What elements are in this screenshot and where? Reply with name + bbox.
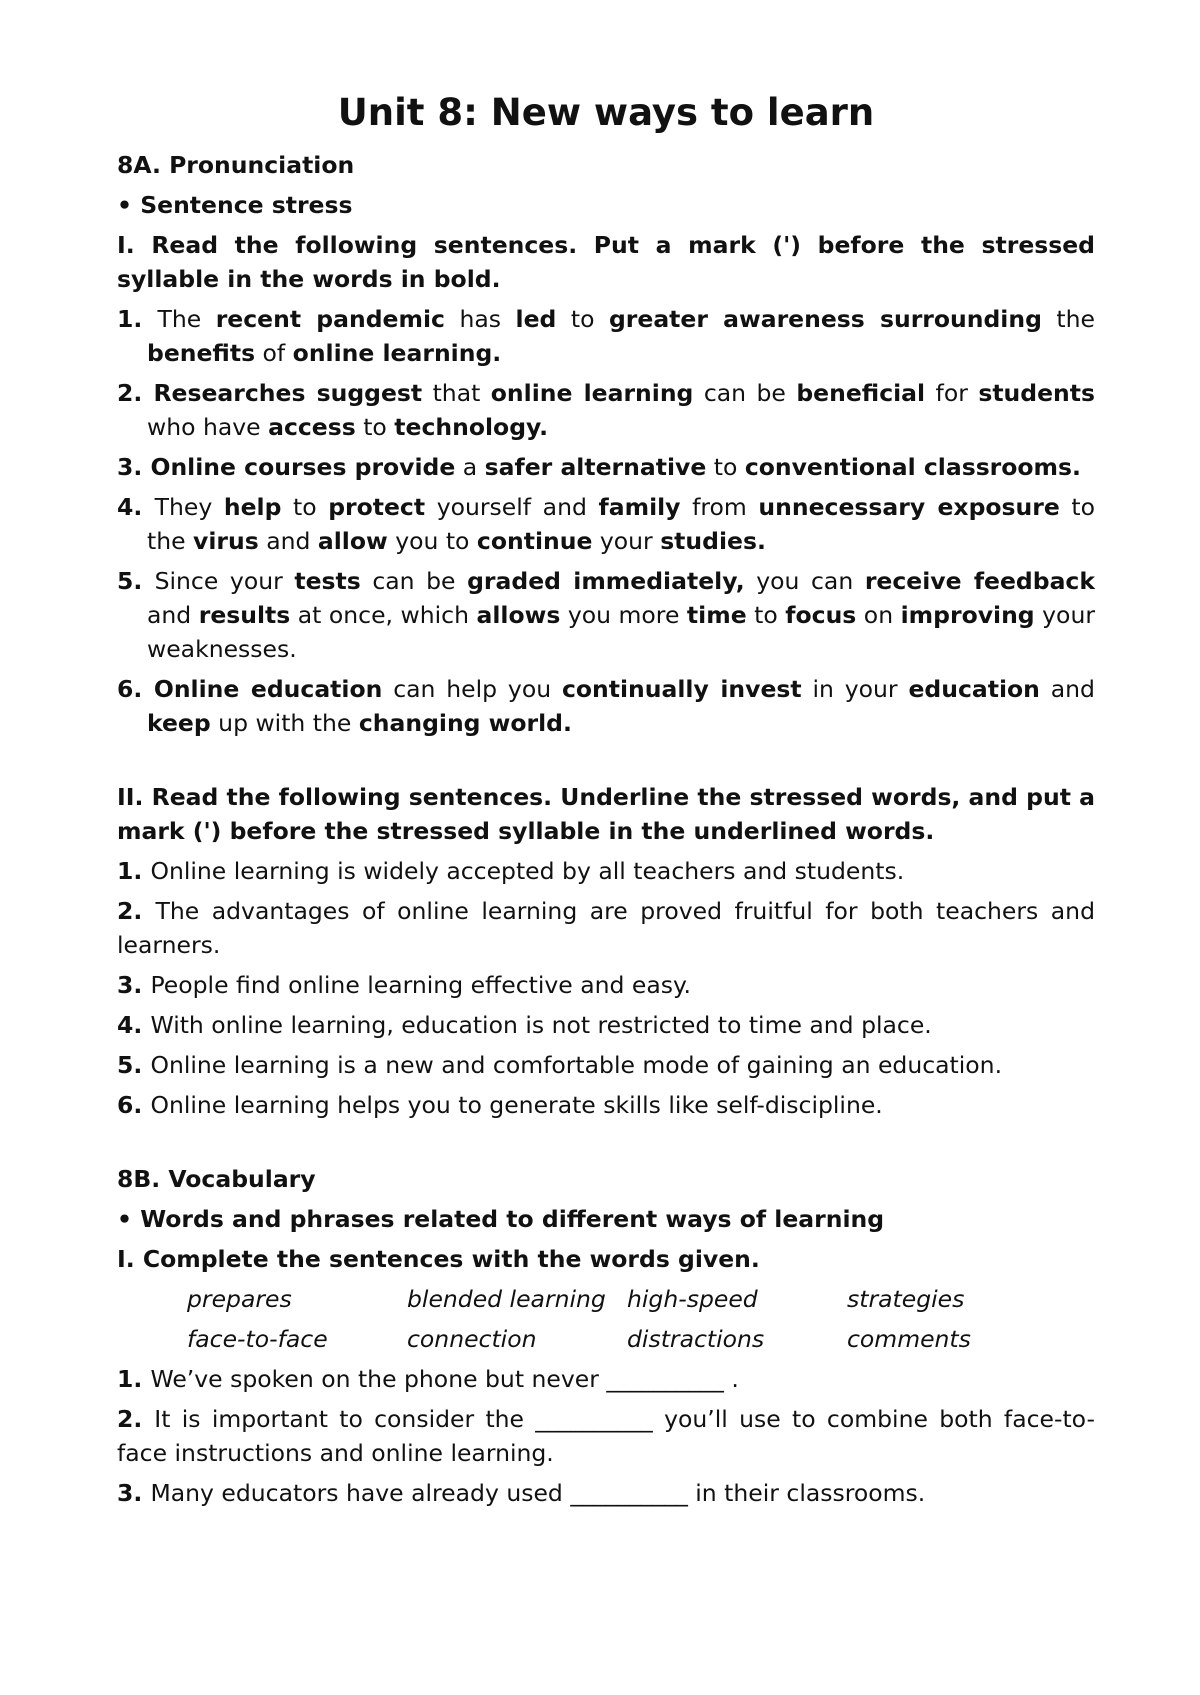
- section-a-subheading: • Sentence stress: [117, 191, 353, 219]
- bold-word: conventional classrooms.: [744, 453, 1081, 481]
- a2-sentence-5: [117, 1048, 1095, 1082]
- bold-word: beneficial: [796, 379, 926, 407]
- sentence-text: The advantages of online learning are proved fruitful for both teachers and learners.: [117, 897, 1095, 959]
- plain-text: you can: [744, 567, 865, 595]
- plain-text: Since your: [154, 567, 295, 595]
- plain-text: has: [444, 305, 516, 333]
- bold-word: results: [198, 601, 291, 629]
- bold-word: time: [686, 601, 747, 629]
- a1-sentence-5: [117, 564, 1095, 666]
- bold-word: led: [515, 305, 557, 333]
- plain-text: you to: [387, 527, 477, 555]
- word-bank-entry: strategies: [847, 1285, 965, 1313]
- plain-text: They: [154, 493, 224, 521]
- plain-text: to the: [147, 493, 1095, 555]
- word-bank: [117, 1282, 1095, 1356]
- item-number: 6.: [117, 1091, 151, 1119]
- sentence-text: We’ve spoken on the phone but never __________ .: [150, 1365, 739, 1393]
- bold-word: online learning.: [292, 339, 502, 367]
- bold-word: family: [598, 493, 681, 521]
- bold-word: tests: [294, 567, 361, 595]
- bold-word: allow: [317, 527, 388, 555]
- bold-word: graded immediately,: [467, 567, 745, 595]
- word-bank-entry: prepares: [187, 1285, 292, 1313]
- bold-word: protect: [328, 493, 426, 521]
- section-a-heading: 8A. Pronunciation: [117, 151, 355, 179]
- bold-word: receive feedback: [864, 567, 1095, 595]
- item-number: 2.: [117, 379, 154, 407]
- a2-sentence-4: [117, 1008, 1095, 1042]
- item-number: 3.: [117, 971, 151, 999]
- bold-word: continually invest: [561, 675, 802, 703]
- spacer: [117, 746, 1095, 780]
- exercise-a2-list: [117, 854, 1095, 1122]
- plain-text: and: [147, 601, 199, 629]
- bold-word: technology.: [394, 413, 549, 441]
- bold-word: safer alternative: [484, 453, 707, 481]
- sentence-text: Online learning is widely accepted by all teachers and students.: [150, 857, 905, 885]
- spacer: [117, 1128, 1095, 1162]
- plain-text: to: [355, 413, 395, 441]
- item-number: 2.: [117, 897, 156, 925]
- plain-text: to: [706, 453, 745, 481]
- plain-text: on: [856, 601, 901, 629]
- word-bank-entry: comments: [847, 1325, 971, 1353]
- b1-sentence-3: [117, 1476, 1095, 1510]
- plain-text: and: [258, 527, 318, 555]
- word-bank-entry: high-speed: [627, 1285, 758, 1313]
- plain-text: to: [746, 601, 786, 629]
- sentence-text: Online learning is a new and comfortable mode of gaining an education.: [150, 1051, 1003, 1079]
- plain-text: who have: [147, 413, 269, 441]
- a2-sentence-3: [117, 968, 1095, 1002]
- plain-text: up with the: [210, 709, 359, 737]
- item-number: 4.: [117, 493, 155, 521]
- plain-text: from: [680, 493, 759, 521]
- a1-sentence-3: [117, 450, 1095, 484]
- bold-word: greater awareness surrounding: [608, 305, 1042, 333]
- plain-text: a: [455, 453, 485, 481]
- item-number: 1.: [117, 1365, 151, 1393]
- plain-text: can be: [693, 379, 797, 407]
- item-number: 2.: [117, 1405, 155, 1433]
- word-bank-entry: face-to-face: [187, 1325, 328, 1353]
- plain-text: at once, which: [290, 601, 477, 629]
- bold-word: help: [223, 493, 282, 521]
- bold-word: Researches suggest: [153, 379, 423, 407]
- exercise-b1-instruction: I. Complete the sentences with the words given.: [117, 1245, 760, 1273]
- a2-sentence-6: [117, 1088, 1095, 1122]
- bold-word: virus: [193, 527, 259, 555]
- section-b-heading: 8B. Vocabulary: [117, 1165, 316, 1193]
- bold-word: studies.: [660, 527, 766, 555]
- exercise-a1-list: [117, 302, 1095, 740]
- bold-word: allows: [476, 601, 561, 629]
- a1-sentence-6: [117, 672, 1095, 740]
- exercise-a2-instruction: II. Read the following sentences. Underline the stressed words, and put a mark (') before the stressed syllable in the underlined words.: [117, 783, 1095, 845]
- item-number: 5.: [117, 1051, 151, 1079]
- plain-text: The: [157, 305, 216, 333]
- bold-word: improving: [900, 601, 1035, 629]
- plain-text: in your: [801, 675, 909, 703]
- plain-text: to: [281, 493, 329, 521]
- sentence-text: Online learning helps you to generate skills like self-discipline.: [150, 1091, 883, 1119]
- bold-word: unnecessary exposure: [758, 493, 1060, 521]
- bold-word: changing world.: [358, 709, 572, 737]
- item-number: 5.: [117, 567, 155, 595]
- sentence-text: People find online learning effective and easy.: [150, 971, 692, 999]
- exercise-b1-list: [117, 1362, 1095, 1510]
- bold-word: Online education: [153, 675, 383, 703]
- bold-word: education: [908, 675, 1040, 703]
- a2-sentence-2: [117, 894, 1095, 962]
- bold-word: access: [268, 413, 356, 441]
- item-number: 6.: [117, 675, 154, 703]
- word-bank-entry: connection: [407, 1325, 537, 1353]
- plain-text: of: [255, 339, 293, 367]
- a1-sentence-4: [117, 490, 1095, 558]
- plain-text: your weaknesses.: [147, 601, 1095, 663]
- item-number: 3.: [117, 1479, 151, 1507]
- plain-text: to: [556, 305, 609, 333]
- bold-word: students: [978, 379, 1095, 407]
- section-b-subheading: • Words and phrases related to different ways of learning: [117, 1205, 885, 1233]
- bold-word: Online courses provide: [150, 453, 456, 481]
- plain-text: you more: [560, 601, 687, 629]
- plain-text: can help you: [382, 675, 562, 703]
- plain-text: your: [592, 527, 661, 555]
- plain-text: yourself and: [425, 493, 599, 521]
- bold-word: continue: [476, 527, 593, 555]
- item-number: 1.: [117, 857, 151, 885]
- plain-text: the: [1041, 305, 1095, 333]
- word-bank-entry: distractions: [627, 1325, 765, 1353]
- bold-word: benefits: [147, 339, 256, 367]
- a2-sentence-1: [117, 854, 1095, 888]
- b1-sentence-2: [117, 1402, 1095, 1470]
- item-number: 1.: [117, 305, 158, 333]
- sentence-text: It is important to consider the __________ you’ll use to combine both face-to-face instructions and online learning.: [117, 1405, 1095, 1467]
- plain-text: for: [925, 379, 979, 407]
- exercise-a1-instruction: I. Read the following sentences. Put a mark (') before the stressed syllable in the words in bold.: [117, 231, 1095, 293]
- bold-word: focus: [785, 601, 857, 629]
- bold-word: keep: [147, 709, 211, 737]
- bold-word: online learning: [490, 379, 694, 407]
- sentence-text: Many educators have already used __________ in their classrooms.: [150, 1479, 926, 1507]
- sentence-text: With online learning, education is not restricted to time and place.: [150, 1011, 932, 1039]
- word-bank-entry: blended learning: [407, 1285, 606, 1313]
- plain-text: that: [422, 379, 491, 407]
- plain-text: can be: [360, 567, 468, 595]
- item-number: 4.: [117, 1011, 151, 1039]
- bold-word: recent pandemic: [215, 305, 445, 333]
- item-number: 3.: [117, 453, 151, 481]
- page-title: Unit 8: New ways to learn: [337, 91, 875, 134]
- a1-sentence-1: [117, 302, 1095, 370]
- plain-text: and: [1039, 675, 1095, 703]
- a1-sentence-2: [117, 376, 1095, 444]
- b1-sentence-1: [117, 1362, 1095, 1396]
